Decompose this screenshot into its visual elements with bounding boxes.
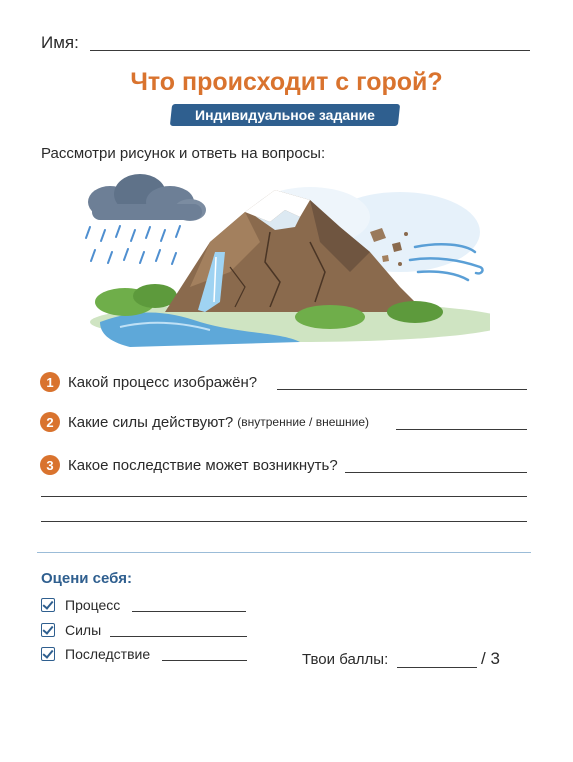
checklist-item-label: Силы [65, 622, 102, 638]
page-title: Что происходит с горой? [130, 68, 443, 96]
question-1 [40, 372, 257, 392]
answer-3-line[interactable] [345, 472, 527, 473]
question-2-hint: (внутренние / внешние) [237, 415, 370, 429]
question-1-text: Какой процесс изображён? [68, 373, 258, 391]
score-label: Твои баллы: [302, 651, 389, 668]
name-label: Имя: [41, 33, 79, 52]
checklist-item-label: Последствие [65, 646, 151, 662]
answer-1-line[interactable] [277, 389, 527, 390]
checkbox-icon[interactable] [41, 598, 55, 612]
checklist-item-consequence[interactable] [41, 646, 150, 662]
checklist-line-consequence[interactable] [162, 660, 247, 661]
checkbox-icon[interactable] [41, 623, 55, 637]
checklist-line-forces[interactable] [110, 636, 247, 637]
checklist-item-forces[interactable] [41, 622, 101, 638]
answer-2-line[interactable] [396, 429, 527, 430]
checklist-item-label: Процесс [65, 597, 121, 613]
question-3-text: Какое последствие может возникнуть? [68, 456, 338, 474]
question-2-text: Какие силы действуют? [68, 413, 234, 431]
checkbox-icon[interactable] [41, 647, 55, 661]
section-divider [37, 552, 531, 553]
checklist-item-process[interactable] [41, 597, 120, 613]
question-3 [40, 455, 338, 475]
answer-3-line-2[interactable] [41, 496, 527, 497]
question-3-number: 3 [40, 455, 60, 475]
question-2 [40, 412, 369, 432]
name-input-line[interactable] [90, 50, 530, 51]
score-total: / 3 [481, 649, 500, 668]
badge-label: Индивидуальное задание [195, 107, 375, 123]
mountain-erosion-illustration [70, 172, 490, 352]
question-1-number: 1 [40, 372, 60, 392]
self-assessment-title: Оцени себя: [41, 570, 132, 587]
answer-3-line-3[interactable] [41, 521, 527, 522]
instruction-text: Рассмотри рисунок и ответь на вопросы: [41, 145, 326, 162]
checklist-line-process[interactable] [132, 611, 246, 612]
question-2-number: 2 [40, 412, 60, 432]
score-input-line[interactable] [397, 667, 477, 668]
